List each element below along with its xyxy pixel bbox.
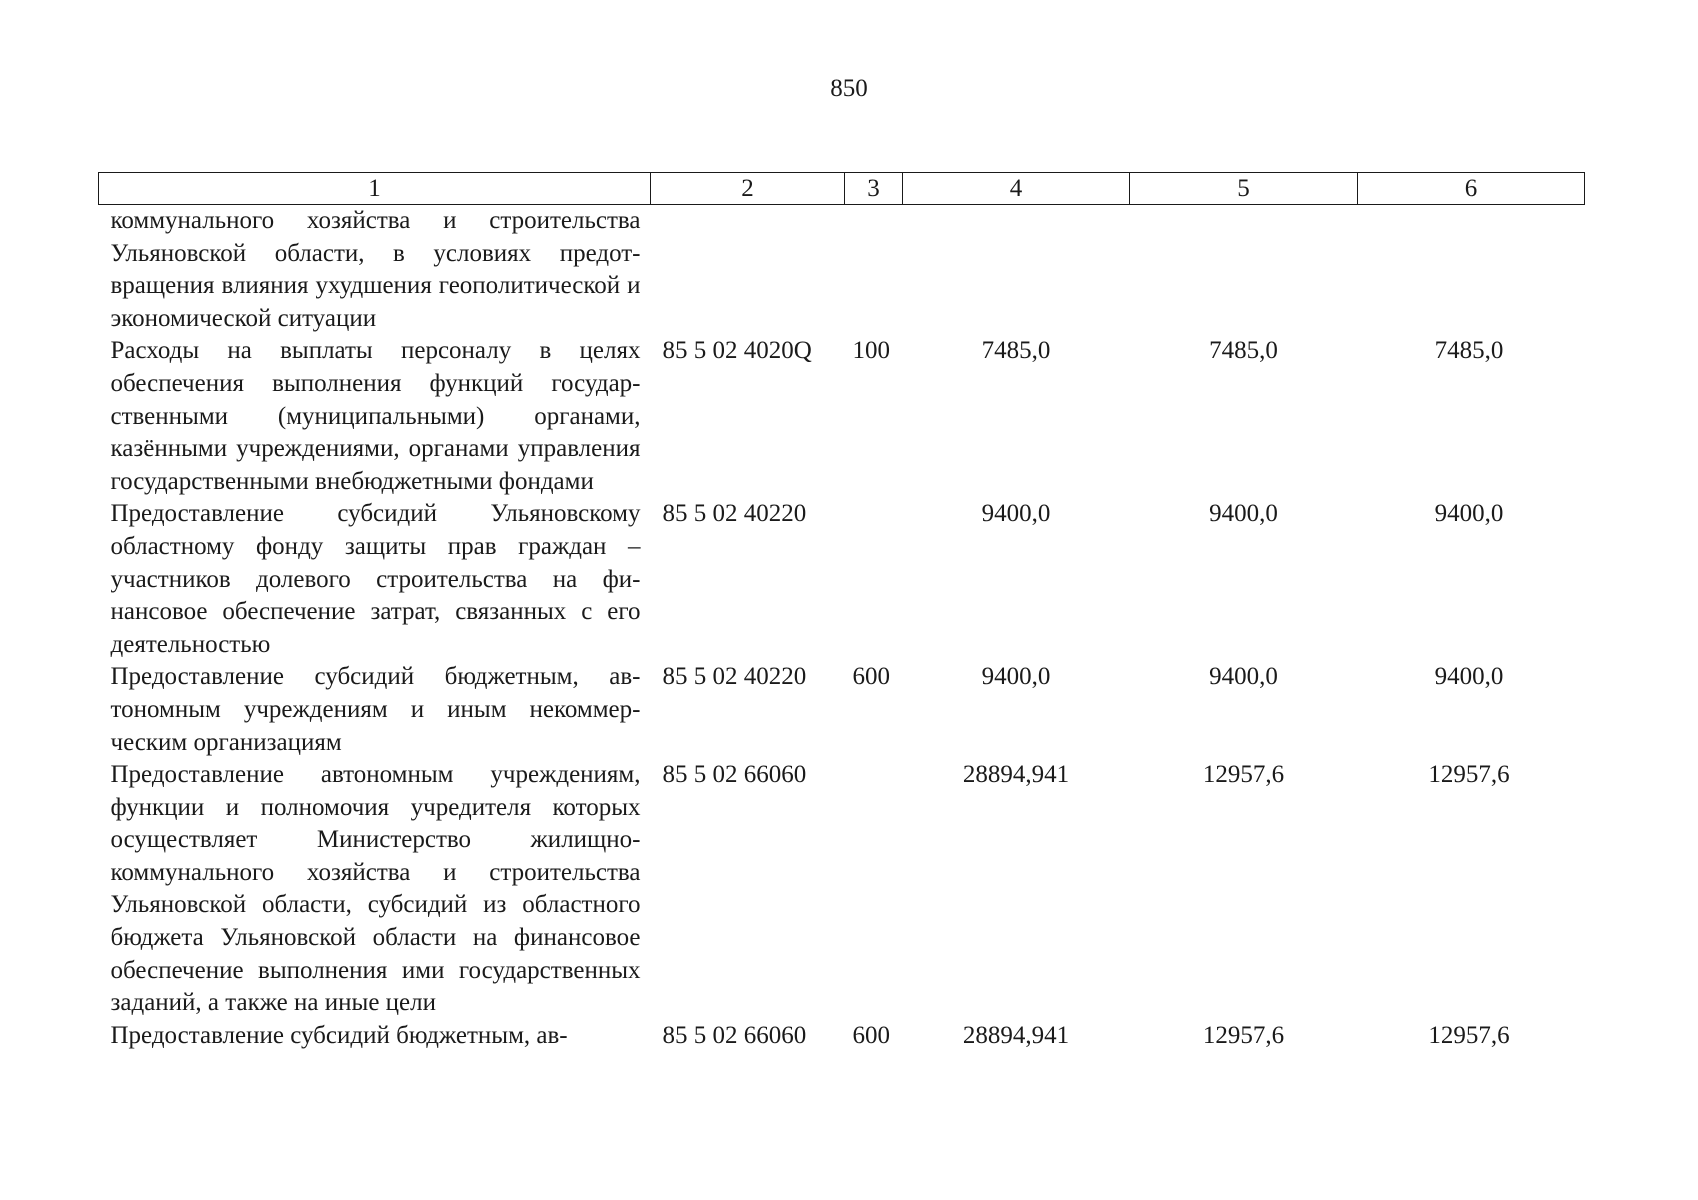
row-target-code: 85 5 02 40220	[662, 500, 807, 528]
row-value-col6: 7485,0	[1434, 337, 1504, 365]
table-row	[99, 498, 1585, 661]
row-description: Предоставление субсидий бюджетным, ав-	[110, 1021, 568, 1049]
row-value-col4	[903, 205, 1130, 336]
header-col-6: 6	[1358, 173, 1585, 205]
header-col-1: 1	[99, 173, 651, 205]
row-value-col4: 7485,0	[981, 337, 1051, 365]
header-col-4: 4	[903, 173, 1130, 205]
row-target-code: 85 5 02 66060	[662, 761, 807, 789]
header-col-2: 2	[651, 173, 845, 205]
table-row	[99, 661, 1585, 759]
table-header	[99, 173, 1585, 205]
row-expense-type: 600	[852, 663, 890, 691]
row-expense-type	[845, 498, 903, 661]
row-value-col6: 9400,0	[1434, 500, 1504, 528]
row-value-col5: 9400,0	[1209, 663, 1278, 691]
header-col-5: 5	[1130, 173, 1358, 205]
row-value-col4: 28894,941	[962, 1021, 1070, 1049]
header-row	[99, 173, 1585, 205]
budget-table	[98, 172, 1585, 1052]
row-expense-type: 600	[852, 1021, 890, 1049]
row-expense-type	[845, 205, 903, 336]
row-value-col5	[1130, 205, 1358, 336]
row-description: Предоставление автономным учреждениям, функции и полномочия учредителя которых осуществляет Министерство жилищно-коммунального хозяйства и строительства Ульяновской области, субсидий из областного бюджета Ульяновской области на финансовое обеспечение выполнения ими государственных заданий, а также на иные цели	[110, 761, 641, 1017]
row-description: коммунального хозяйства и строительства Ульяновской области, в условиях предотвращения влияния ухудшения геополитической и экономической ситуации	[110, 207, 641, 332]
table-row	[99, 1020, 1585, 1053]
row-target-code: 85 5 02 40220	[662, 663, 807, 691]
row-description: Предоставление субсидий бюджетным, автономным учреждениям и иным некоммерческим организациям	[110, 663, 641, 756]
row-value-col5: 7485,0	[1209, 337, 1278, 365]
row-value-col4: 9400,0	[981, 500, 1051, 528]
row-value-col4: 9400,0	[981, 663, 1051, 691]
budget-table-wrapper	[98, 172, 1584, 1052]
header-col-3: 3	[845, 173, 903, 205]
row-description: Предоставление субсидий Ульяновскому областному фонду защиты прав граждан – участников долевого строительства на финансовое обеспечение затрат, связанных с его деятельностью	[110, 500, 641, 658]
row-expense-type	[845, 759, 903, 1020]
row-value-col5: 12957,6	[1202, 1021, 1285, 1049]
table-body	[99, 205, 1585, 1053]
row-value-col4: 28894,941	[962, 761, 1070, 789]
row-value-col6: 9400,0	[1434, 663, 1504, 691]
page-number: 850	[830, 75, 868, 102]
table-row	[99, 205, 1585, 336]
table-row	[99, 759, 1585, 1020]
row-target-code: 85 5 02 4020Q	[662, 337, 812, 365]
row-value-col5: 12957,6	[1202, 761, 1285, 789]
row-value-col5: 9400,0	[1209, 500, 1278, 528]
row-description: Расходы на выплаты персоналу в целях обеспечения выполнения функций государственными (муниципальными) органами, казёнными учреждениями, органами управления государственными внебюджетными фондами	[110, 337, 641, 495]
row-value-col6: 12957,6	[1428, 1021, 1510, 1049]
row-expense-type: 100	[852, 337, 890, 365]
table-row	[99, 335, 1585, 498]
row-value-col6	[1358, 205, 1585, 336]
row-value-col6: 12957,6	[1428, 761, 1510, 789]
row-target-code	[651, 205, 845, 336]
row-target-code: 85 5 02 66060	[662, 1021, 807, 1049]
